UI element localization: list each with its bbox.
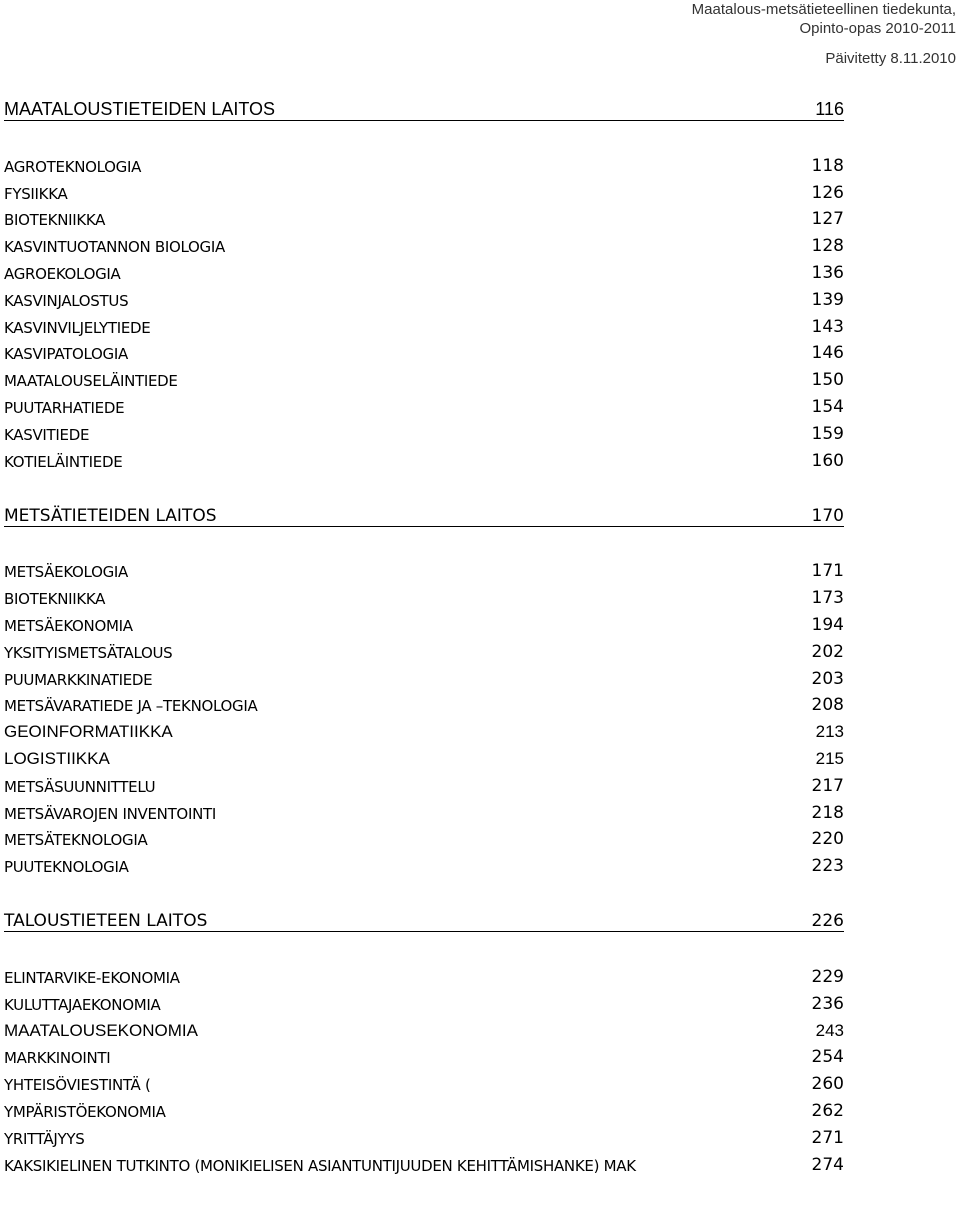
section-page: 226: [811, 911, 844, 932]
entry-label: METSÄVAROJEN INVENTOINTI: [4, 804, 216, 823]
entry-label: ELINTARVIKE-EKONOMIA: [4, 968, 180, 987]
toc-entry: [4, 337, 844, 364]
toc-entry: [4, 689, 844, 716]
entry-list: [4, 555, 844, 877]
toc-entry: [4, 608, 844, 635]
toc-entry: [4, 390, 844, 417]
section-metsatieteiden: [4, 501, 844, 877]
entry-page: 217: [811, 775, 844, 796]
entry-label: KULUTTAJAEKONOMIA: [4, 995, 161, 1014]
entry-page: 218: [811, 802, 844, 823]
entry-page: 203: [811, 668, 844, 689]
section-heading: [4, 906, 844, 932]
toc-entry: [4, 823, 844, 850]
section-title: MAATALOUSTIETEIDEN LAITOS: [4, 99, 276, 119]
entry-label: YKSITYISMETSÄTALOUS: [4, 643, 173, 662]
toc-entry: [4, 1148, 844, 1175]
entry-label: KOTIELÄINTIEDE: [4, 452, 123, 471]
entry-label: MAATALOUSELÄINTIEDE: [4, 372, 178, 391]
entry-label: LOGISTIIKKA: [4, 748, 110, 768]
entry-page: 262: [811, 1100, 844, 1121]
entry-label: KASVINJALOSTUS: [4, 291, 129, 310]
entry-label: PUUTEKNOLOGIA: [4, 858, 129, 877]
entry-label: YMPÄRISTÖEKONOMIA: [4, 1102, 166, 1121]
toc-entry: [4, 960, 844, 987]
entry-page: 223: [811, 856, 844, 877]
toc-entry: [4, 444, 844, 471]
page-header: [692, 0, 956, 68]
entry-label: MAATALOUSEKONOMIA: [4, 1020, 198, 1040]
section-taloustieteen: [4, 906, 844, 1174]
entry-label: AGROEKOLOGIA: [4, 264, 121, 283]
toc-entry: [4, 1094, 844, 1121]
toc-entry: [4, 769, 844, 796]
toc-entry: [4, 555, 844, 582]
entry-page: 139: [811, 289, 844, 310]
entry-page: 127: [811, 209, 844, 230]
entry-label: METSÄVARATIEDE JA –TEKNOLOGIA: [4, 697, 258, 716]
entry-label: PUUTARHATIEDE: [4, 398, 125, 417]
section-title: TALOUSTIETEEN LAITOS: [4, 911, 208, 932]
toc-entry: [4, 417, 844, 444]
entry-list: [4, 149, 844, 471]
toc-entry: [4, 1041, 844, 1068]
entry-page: 215: [815, 748, 844, 768]
toc-entry: [4, 1067, 844, 1094]
entry-label: BIOTEKNIIKKA: [4, 590, 106, 609]
entry-label: KAKSIKIELINEN TUTKINTO (MONIKIELISEN ASIANTUNTIJUUDEN KEHITTÄMISHANKE) MAK: [4, 1156, 636, 1175]
entry-label: KASVINTUOTANNON BIOLOGIA: [4, 238, 225, 257]
entry-page: 146: [811, 343, 844, 364]
entry-label: KASVINVILJELYTIEDE: [4, 318, 151, 337]
entry-page: 271: [811, 1127, 844, 1148]
entry-page: 202: [811, 641, 844, 662]
entry-page: 136: [811, 262, 844, 283]
toc-entry: [4, 987, 844, 1014]
entry-page: 194: [811, 614, 844, 635]
entry-page: 260: [811, 1074, 844, 1095]
header-guide: Opinto-opas 2010-2011: [799, 20, 956, 37]
toc-entry: [4, 149, 844, 176]
toc-entry: [4, 283, 844, 310]
entry-page: 118: [811, 155, 844, 176]
toc-entry: [4, 1121, 844, 1148]
entry-label: AGROTEKNOLOGIA: [4, 157, 142, 176]
entry-label: METSÄEKOLOGIA: [4, 563, 128, 582]
entry-page: 154: [811, 396, 844, 417]
section-page: 170: [811, 505, 844, 526]
toc-entry: [4, 229, 844, 256]
entry-page: 126: [811, 182, 844, 203]
entry-page: 236: [811, 993, 844, 1014]
toc-entry: [4, 796, 844, 823]
entry-label: YHTEISÖVIESTINTÄ (: [4, 1076, 151, 1095]
entry-label: METSÄSUUNNITTELU: [4, 777, 156, 796]
entry-label: PUUMARKKINATIEDE: [4, 670, 153, 689]
toc-entry: [4, 742, 844, 769]
entry-label: BIOTEKNIIKKA: [4, 211, 106, 230]
section-page: 116: [815, 99, 844, 119]
entry-page: 243: [815, 1020, 844, 1040]
entry-page: 150: [811, 370, 844, 391]
toc-entry: [4, 176, 844, 203]
entry-page: 213: [815, 722, 844, 742]
entry-page: 208: [811, 695, 844, 716]
toc-entry: [4, 715, 844, 742]
toc-entry: [4, 581, 844, 608]
section-heading: [4, 95, 844, 121]
section-heading: [4, 501, 844, 527]
section-title: METSÄTIETEIDEN LAITOS: [4, 505, 217, 526]
entry-page: 220: [811, 829, 844, 850]
entry-label: METSÄEKONOMIA: [4, 616, 133, 635]
entry-page: 274: [811, 1154, 844, 1175]
toc-entry: [4, 256, 844, 283]
entry-page: 159: [811, 423, 844, 444]
table-of-contents: [4, 95, 844, 1205]
toc-entry: [4, 635, 844, 662]
section-maataloustieteiden: [4, 95, 844, 471]
entry-label: KASVITIEDE: [4, 425, 90, 444]
entry-page: 171: [811, 561, 844, 582]
entry-label: GEOINFORMATIIKKA: [4, 722, 173, 742]
entry-page: 128: [811, 236, 844, 257]
toc-entry: [4, 363, 844, 390]
header-faculty: Maatalous-metsätieteellinen tiedekunta,: [691, 1, 956, 18]
entry-page: 173: [811, 588, 844, 609]
toc-entry: [4, 662, 844, 689]
entry-label: METSÄTEKNOLOGIA: [4, 831, 148, 850]
entry-page: 160: [811, 450, 844, 471]
entry-label: FYSIIKKA: [4, 184, 68, 203]
toc-entry: [4, 849, 844, 876]
entry-page: 143: [811, 316, 844, 337]
entry-label: MARKKINOINTI: [4, 1049, 111, 1068]
toc-entry: [4, 310, 844, 337]
toc-entry: [4, 1014, 844, 1041]
toc-entry: [4, 203, 844, 230]
entry-page: 254: [811, 1047, 844, 1068]
entry-list: [4, 960, 844, 1174]
entry-label: KASVIPATOLOGIA: [4, 345, 128, 364]
header-updated: Päivitetty 8.11.2010: [825, 50, 956, 67]
entry-page: 229: [811, 966, 844, 987]
entry-label: YRITTÄJYYS: [4, 1129, 85, 1148]
